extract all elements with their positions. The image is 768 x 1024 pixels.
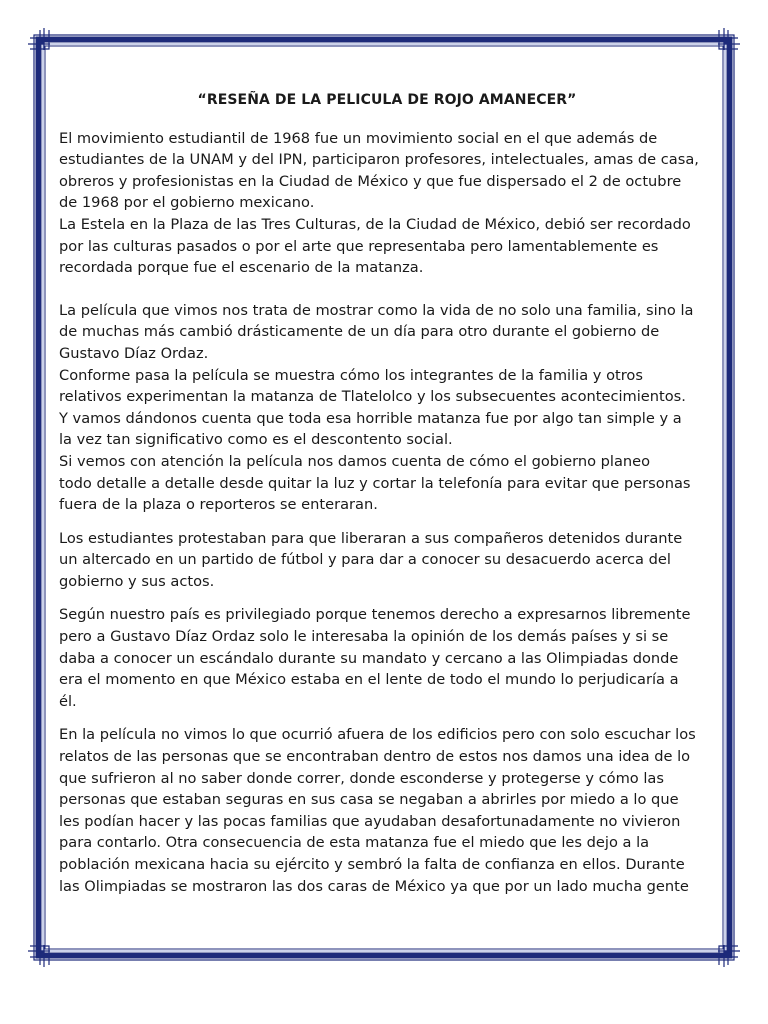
text-line: población mexicana hacia su ejército y sembró la falta de confianza en ellos. Durante [59, 856, 685, 873]
document-title: “RESEÑA DE LA PELICULA DE ROJO AMANECER” [197, 92, 577, 108]
text-line: la vez tan significativo como es el descontento social. [59, 431, 453, 449]
text-line: de muchas más cambió drásticamente de un día para otro durante el gobierno de [59, 323, 660, 341]
text-line: La Estela en la Plaza de las Tres Culturas, de la Ciudad de México, debió ser recordado [59, 215, 691, 233]
text-line: fuera de la plaza o reporteros se enteraran. [59, 496, 378, 514]
text-line: El movimiento estudiantil de 1968 fue un movimiento social en el que además de [59, 129, 658, 147]
text-line: Según nuestro país es privilegiado porque tenemos derecho a expresarnos libremente [59, 606, 691, 624]
paragraph-block-3 [59, 528, 715, 593]
text-line: relativos experimentan la matanza de Tlatelolco y los subsecuentes acontecimientos. [59, 388, 686, 406]
document-body [59, 90, 715, 897]
text-line: estudiantes de la UNAM y del IPN, participaron profesores, intelectuales, amas de casa, [59, 151, 699, 169]
text-line: La película que vimos nos trata de mostrar como la vida de no solo una familia, sino la [59, 301, 694, 319]
text-line: Gustavo Díaz Ordaz. [59, 344, 209, 362]
text-line: daba a conocer un escándalo durante su mandato y cercano a las Olimpiadas donde [59, 649, 679, 667]
text-line: relatos de las personas que se encontraban dentro de estos nos damos una idea de lo [59, 748, 691, 766]
text-line: obreros y profesionistas en la Ciudad de México y que fue dispersado el 2 de octubre [59, 172, 682, 190]
text-line: pero a Gustavo Díaz Ordaz solo le interesaba la opinión de los demás países y si se [59, 628, 669, 646]
text-line: recordada porque fue el escenario de la matanza. [59, 259, 424, 277]
text-line: todo detalle a detalle desde quitar la luz y cortar la telefonía para evitar que personas [59, 474, 691, 492]
text-line: por las culturas pasados o por el arte que representaba pero lamentablemente es [59, 237, 659, 255]
text-line: les podían hacer y las pocas familias que ayudaban desafortunadamente no vivieron [59, 812, 681, 830]
text-line: personas que estaban seguras en sus casa se negaban a abrirles por miedo a lo que [59, 791, 679, 809]
paragraph-block-5 [59, 724, 715, 897]
text-line: Si vemos con atención la película nos damos cuenta de cómo el gobierno planeo [59, 452, 651, 470]
text-line: gobierno y sus actos. [59, 572, 215, 590]
text-line: para contarlo. Otra consecuencia de esta matanza fue el miedo que les dejo a la [59, 834, 650, 852]
paragraph-block-4 [59, 604, 715, 712]
text-line: En la película no vimos lo que ocurrió afuera de los edificios pero con solo escuchar los [59, 726, 696, 744]
text-line: un altercado en un partido de fútbol y para dar a conocer su desacuerdo acerca del [59, 551, 671, 569]
text-line: las Olimpiadas se mostraron las dos caras de México ya que por un lado mucha gente [59, 877, 689, 895]
paragraph-block-2 [59, 300, 715, 516]
text-line: Los estudiantes protestaban para que liberaran a sus compañeros detenidos durante [59, 529, 683, 547]
text-line: que sufrieron al no saber donde correr, donde esconderse y protegerse y cómo las [59, 769, 664, 787]
text-line: de 1968 por el gobierno mexicano. [59, 194, 315, 212]
text-line: era el momento en que México estaba en el lente de todo el mundo lo perjudicaría a [59, 671, 679, 689]
text-line: él. [59, 692, 77, 710]
text-line: Conforme pasa la película se muestra cómo los integrantes de la familia y otros [59, 366, 643, 384]
text-line: Y vamos dándonos cuenta que toda esa horrible matanza fue por algo tan simple y a [59, 409, 682, 427]
paragraph-block-1 [59, 128, 715, 279]
